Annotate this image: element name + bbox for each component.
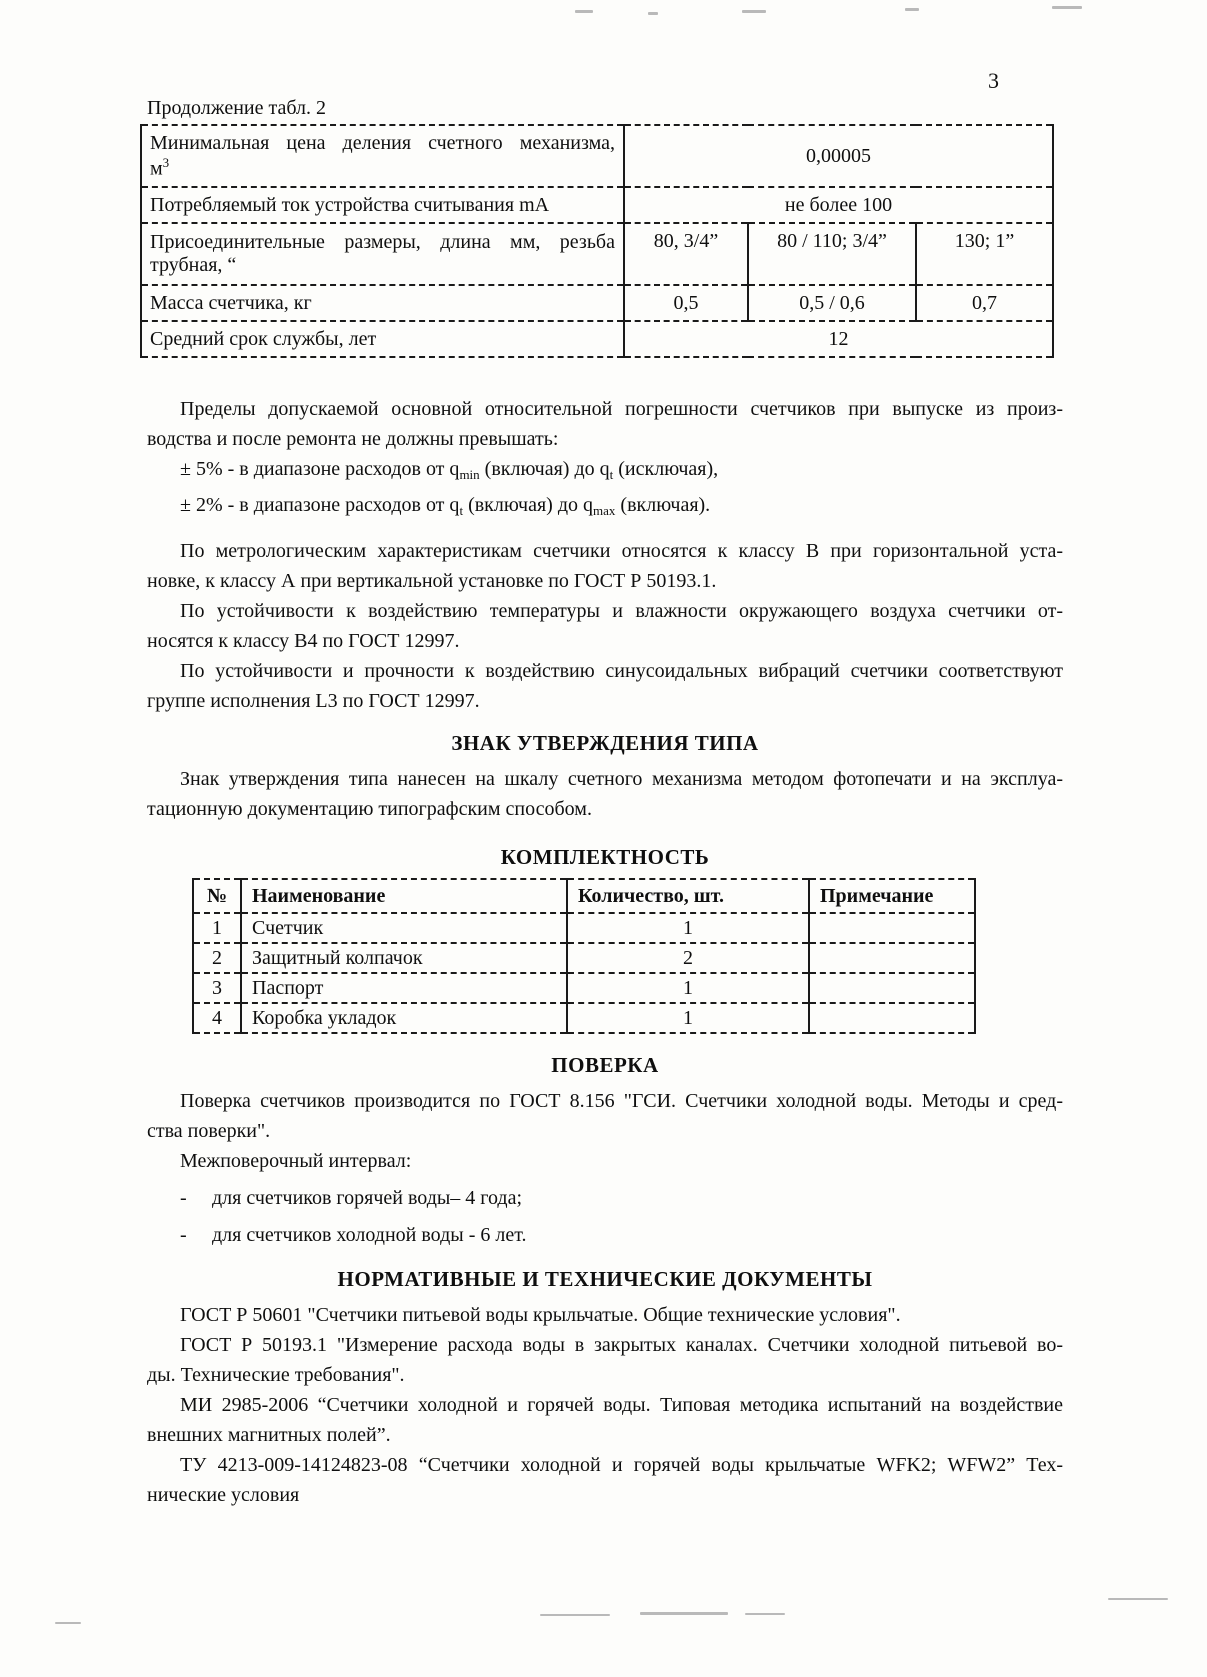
row-qty: 1 [567,973,809,1003]
type-approval-paragraph [147,764,1063,824]
scan-artifact [648,12,658,15]
paragraph-line: носятся к классу В4 по ГОСТ 12997. [147,630,460,652]
specs-table [140,124,1054,358]
table-row [193,973,975,1003]
spec-row-service-life [141,321,1053,357]
spec-label [141,125,624,187]
list-dash: - [180,1224,187,1246]
paragraph-line: тационную документацию типографским способом. [147,798,592,820]
subscript: max [593,503,616,518]
normative-paragraphs [147,1300,1063,1510]
scan-artifact [540,1614,610,1616]
page-content [147,94,1063,1510]
row-num: 2 [193,943,241,973]
spec-label-line: трубная, “ [150,254,237,276]
page-number: 3 [988,68,999,93]
paragraph-line: По устойчивости к воздействию температуры и влажности окружающего воздуха счетчики от- [180,600,1063,622]
row-name: Паспорт [241,973,567,1003]
paragraph-line: ды. Технические требования". [147,1364,405,1386]
section-heading-verification: ПОВЕРКА [551,1053,659,1077]
spec-label-line: Присоединительные размеры, длина мм, резьба [150,231,615,253]
column-header-num: № [193,879,241,913]
spec-value: 0,5 [624,285,748,321]
paragraph-line: Поверка счетчиков производится по ГОСТ 8.156 "ГСИ. Счетчики холодной воды. Методы и сред- [180,1090,1063,1112]
spec-value: не более 100 [624,187,1053,223]
scan-artifact [1052,6,1082,9]
row-note [809,1003,975,1033]
spec-label: Средний срок службы, лет [141,321,624,357]
scan-artifact [905,8,919,11]
spec-value: 130; 1” [916,223,1053,285]
paragraph-line: новке, к классу А при вертикальной установке по ГОСТ Р 50193.1. [147,570,717,592]
spec-label [141,223,624,285]
tolerance-line: ± 2% - в диапазоне расходов от $q_t$ (включая) до $q_{max}$ (включая). [180,494,711,518]
subscript: min [459,467,480,482]
scan-artifact [640,1612,728,1615]
spec-label-line: $м^3$ [150,154,170,180]
row-num: 3 [193,973,241,1003]
paragraph-line: водства и после ремонта не должны превышать: [147,428,559,450]
scan-artifact [55,1622,81,1624]
paragraph-line: По метрологическим характеристикам счетчики относятся к классу В при горизонтальной уста- [180,540,1063,562]
spec-value: 80, 3/4” [624,223,748,285]
column-header-qty: Количество, шт. [567,879,809,913]
row-qty: 1 [567,1003,809,1033]
row-name: Защитный колпачок [241,943,567,973]
spec-value: 0,5 / 0,6 [748,285,916,321]
row-qty: 1 [567,913,809,943]
column-header-name: Наименование [241,879,567,913]
spec-value: 0,7 [916,285,1053,321]
spec-value: 12 [624,321,1053,357]
scan-artifact [745,1613,785,1615]
scan-artifact [742,10,766,13]
verification-paragraph [147,1086,1063,1250]
row-name: Коробка укладок [241,1003,567,1033]
spec-label: Масса счетчика, кг [141,285,624,321]
paragraph-line: нические условия [147,1484,300,1506]
subscript: t [609,467,614,482]
paragraph-line: Межповерочный интервал: [180,1150,412,1172]
superscript: 3 [162,154,170,170]
table-row [193,1003,975,1033]
column-header-note: Примечание [809,879,975,913]
spec-value: 80 / 110; 3/4” [748,223,916,285]
list-dash: - [180,1187,187,1209]
row-note [809,973,975,1003]
list-item: - для счетчиков горячей воды– 4 года; [147,1183,1063,1213]
paragraph-line: По устойчивости и прочности к воздействию синусоидальных вибраций счетчики соответствуют [180,660,1063,682]
row-num: 4 [193,1003,241,1033]
paragraph-line: ства поверки". [147,1120,271,1142]
row-qty: 2 [567,943,809,973]
tolerance-line: ± 5% - в диапазоне расходов от $q_{min}$ (включая) до $q_t$ (исключая), [180,458,719,482]
section-heading-completeness: КОМПЛЕКТНОСТЬ [500,845,710,869]
row-num: 1 [193,913,241,943]
spec-label-line: Минимальная цена деления счетного механизма, [150,131,615,154]
table-caption: Продолжение табл. 2 [147,97,326,119]
list-item: - для счетчиков холодной воды - 6 лет. [147,1220,1063,1250]
completeness-header-row [193,879,975,913]
paragraph-line: ГОСТ Р 50601 "Счетчики питьевой воды крыльчатые. Общие технические условия". [180,1304,901,1326]
completeness-table [192,878,976,1034]
table-row [193,913,975,943]
paragraph-line: ГОСТ Р 50193.1 "Измерение расхода воды в закрытых каналах. Счетчики холодной питьевой во- [180,1334,1063,1356]
row-note [809,913,975,943]
paragraph-line: МИ 2985-2006 “Счетчики холодной и горячей воды. Типовая методика испытаний на воздействие [180,1394,1063,1416]
scan-artifact [575,10,593,13]
error-limits-paragraph [147,394,1063,526]
section-heading-type-approval: ЗНАК УТВЕРЖДЕНИЯ ТИПА [451,731,759,755]
paragraph-line: Знак утверждения типа нанесен на шкалу счетного механизма методом фотопечати и на эксплуа- [180,768,1063,790]
spec-value: 0,00005 [624,125,1053,187]
scan-artifact [1108,1598,1168,1600]
section-heading-normative: НОРМАТИВНЫЕ И ТЕХНИЧЕСКИЕ ДОКУМЕНТЫ [337,1267,873,1291]
spec-row-mass [141,285,1053,321]
paragraph-line: ТУ 4213-009-14124823-08 “Счетчики холодной и горячей воды крыльчатые WFK2; WFW2” Тех- [180,1454,1063,1476]
paragraph-line: внешних магнитных полей”. [147,1424,391,1446]
spec-label: Потребляемый ток устройства считывания mA [141,187,624,223]
table-row [193,943,975,973]
subscript: t [459,503,464,518]
spec-row-current [141,187,1053,223]
spec-row-min-division [141,125,1053,187]
row-name: Счетчик [241,913,567,943]
spec-row-dimensions [141,223,1053,285]
paragraph-line: Пределы допускаемой основной относительной погрешности счетчиков при выпуске из произ- [180,398,1063,420]
paragraph-line: группе исполнения L3 по ГОСТ 12997. [147,690,480,712]
classes-paragraphs [147,536,1063,716]
row-note [809,943,975,973]
